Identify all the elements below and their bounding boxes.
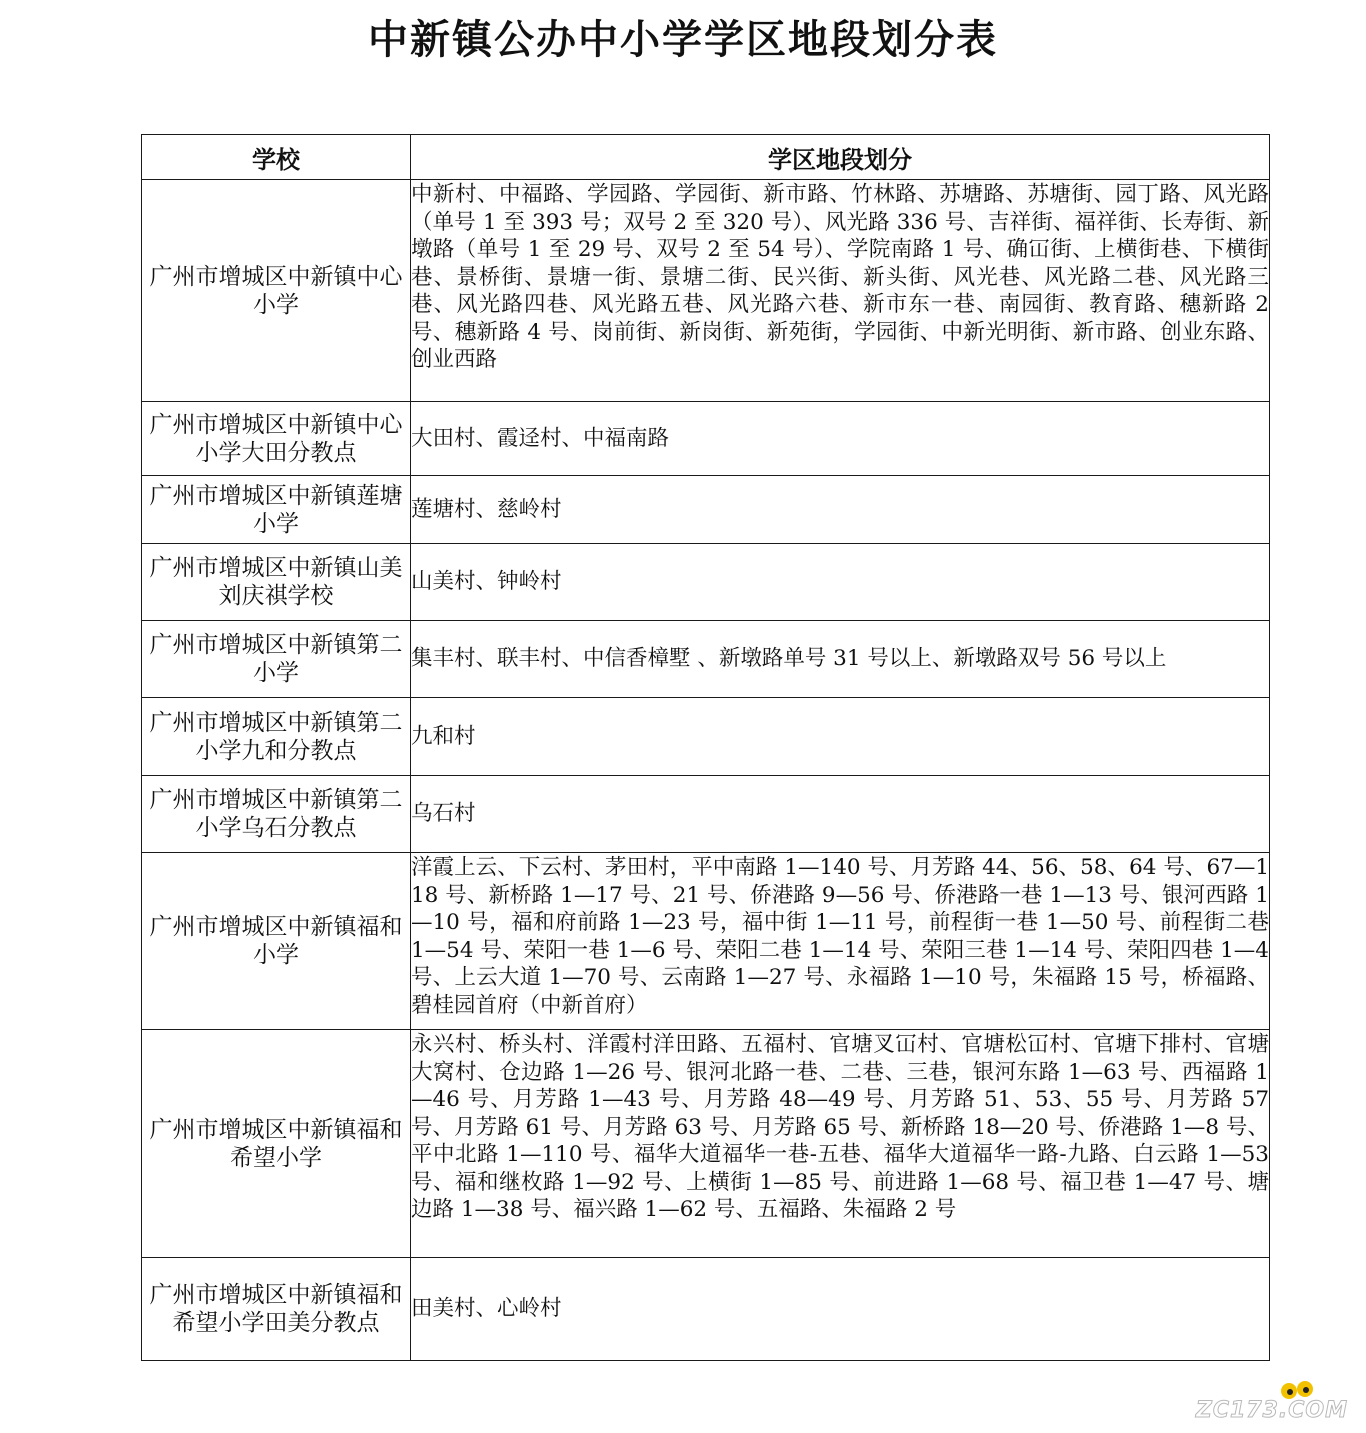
district-area-cell: 九和村: [411, 698, 1270, 776]
header-area: 学区地段划分: [411, 135, 1270, 180]
document-title: 中新镇公办中小学学区地段划分表: [368, 16, 998, 63]
school-name-cell: 广州市增城区中新镇中心小学: [142, 180, 411, 402]
table-row: [142, 698, 1270, 776]
header-school: 学校: [142, 135, 411, 180]
table-row: [142, 621, 1270, 698]
watermark-logo: [1195, 1383, 1348, 1423]
district-area-cell: 莲塘村、慈岭村: [411, 476, 1270, 544]
table-row: [142, 402, 1270, 476]
school-district-table: [141, 134, 1270, 1361]
district-area-cell: 田美村、心岭村: [411, 1258, 1270, 1361]
watermark-eye-right: [1303, 1387, 1309, 1393]
table-row: [142, 180, 1270, 402]
district-area-cell: 洋霞上云、下云村、茅田村，平中南路 1—140 号、月芳路 44、56、58、64 号、67—118 号、新桥路 1—17 号、21 号、侨港路 9—56 号、侨港路一巷 1—13 号、银河西路 1—10 号，福和府前路 1—23 号，福中街 1—11 号，前程街一巷 1—50 号、前程街二巷 1—54 号、荣阳一巷 1—6 号、荣阳二巷 1—14 号、荣阳三巷 1—14 号、荣阳四巷 1—4 号、上云大道 1—70 号、云南路 1—27 号、永福路 1—10 号，朱福路 15 号，桥福路、碧桂园首府（中新首府）: [411, 853, 1270, 1030]
school-name-cell: 广州市增城区中新镇福和希望小学: [142, 1030, 411, 1258]
watermark-text: ZC173.COM: [1195, 1398, 1348, 1423]
table-row: [142, 776, 1270, 853]
district-area-cell: 山美村、钟岭村: [411, 544, 1270, 621]
table-row: [142, 476, 1270, 544]
school-name-cell: 广州市增城区中新镇第二小学九和分教点: [142, 698, 411, 776]
district-area-cell: 集丰村、联丰村、中信香樟墅 、新墩路单号 31 号以上、新墩路双号 56 号以上: [411, 621, 1270, 698]
table-row: [142, 1258, 1270, 1361]
school-name-cell: 广州市增城区中新镇福和希望小学田美分教点: [142, 1258, 411, 1361]
table-row: [142, 853, 1270, 1030]
school-name-cell: 广州市增城区中新镇第二小学: [142, 621, 411, 698]
table-row: [142, 544, 1270, 621]
district-area-cell: 乌石村: [411, 776, 1270, 853]
district-area-cell: 大田村、霞迳村、中福南路: [411, 402, 1270, 476]
school-name-cell: 广州市增城区中新镇第二小学乌石分教点: [142, 776, 411, 853]
table-row: [142, 1030, 1270, 1258]
school-name-cell: 广州市增城区中新镇山美刘庆祺学校: [142, 544, 411, 621]
school-name-cell: 广州市增城区中新镇福和小学: [142, 853, 411, 1030]
district-area-cell: 中新村、中福路、学园路、学园街、新市路、竹林路、苏塘路、苏塘街、园丁路、风光路（单号 1 至 393 号；双号 2 至 320 号）、风光路 336 号、吉祥街、福祥街、长寿街、新墩路（单号 1 至 29 号、双号 2 至 54 号）、学院南路 1 号、确冚街、上横街巷、下横街巷、景桥街、景塘一街、景塘二街、民兴街、新头街、风光巷、风光路二巷、风光路三巷、风光路四巷、风光路五巷、风光路六巷、新市东一巷、南园街、教育路、穗新路 2 号、穗新路 4 号、岗前街、新岗街、新苑街，学园街、中新光明街、新市路、创业东路、创业西路: [411, 180, 1270, 402]
school-name-cell: 广州市增城区中新镇中心小学大田分教点: [142, 402, 411, 476]
district-area-cell: 永兴村、桥头村、洋霞村洋田路、五福村、官塘叉冚村、官塘松冚村、官塘下排村、官塘大窝村、仓边路 1—26 号、银河北路一巷、二巷、三巷，银河东路 1—63 号、西福路 1—46 号、月芳路 1—43 号、月芳路 48—49 号、月芳路 51、53、55 号、月芳路 57 号、月芳路 61 号、月芳路 63 号、月芳路 65 号、新桥路 18—20 号、侨港路 1—8 号、平中北路 1—110 号、福华大道福华一巷-五巷、福华大道福华一路-九路、白云路 1—53 号、福和继枚路 1—92 号、上横街 1—85 号、前进路 1—68 号、福卫巷 1—47 号、塘边路 1—38 号、福兴路 1—62 号、五福路、朱福路 2 号: [411, 1030, 1270, 1258]
table-header-row: [142, 135, 1270, 180]
watermark-eye-left: [1287, 1389, 1293, 1395]
school-name-cell: 广州市增城区中新镇莲塘小学: [142, 476, 411, 544]
